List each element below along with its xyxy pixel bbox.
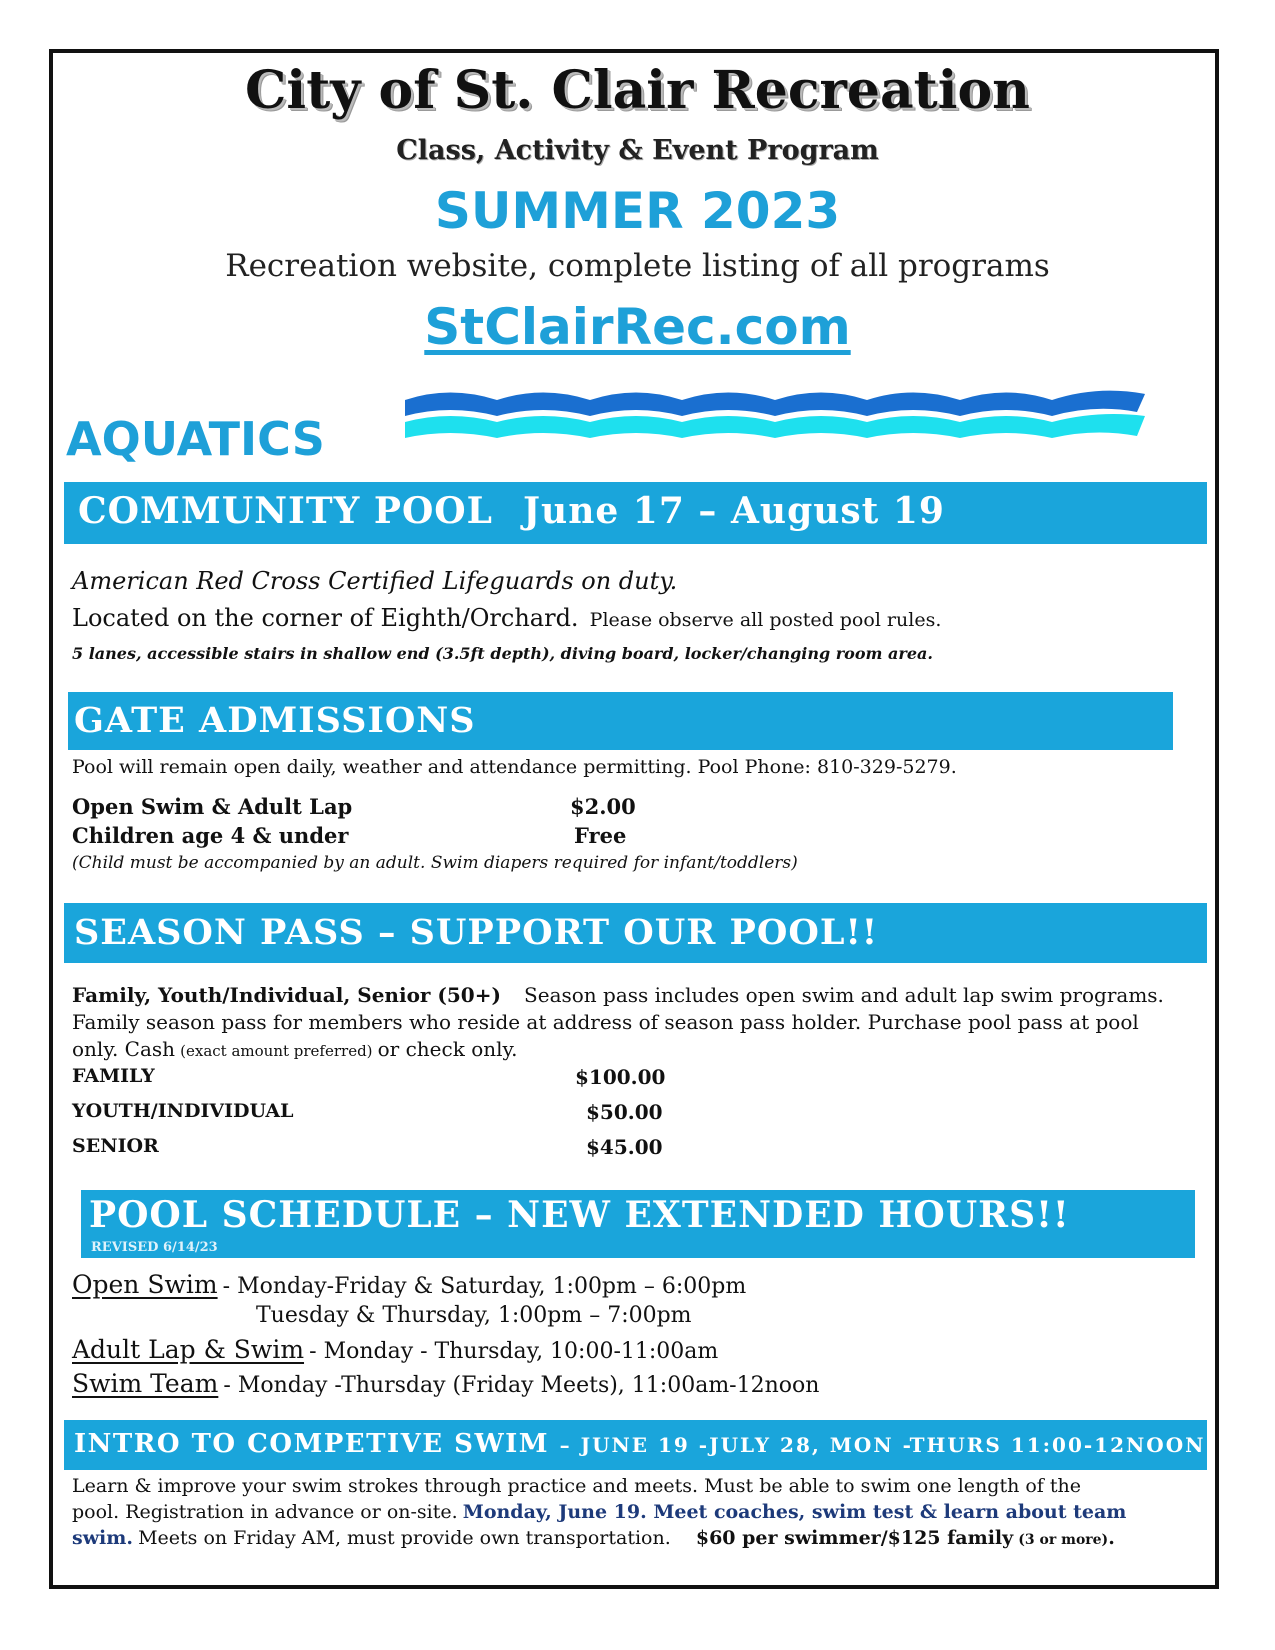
season-pass-desc1: Season pass includes open swim and adult lap swim programs. xyxy=(524,983,1164,1007)
schedule-swim-team: Swim Team - Monday -Thursday (Friday Meets), 11:00am-12noon xyxy=(72,1369,820,1398)
website-link[interactable]: StClairRec.com xyxy=(424,298,851,356)
pass-label-family: FAMILY xyxy=(72,1065,155,1087)
season-pass-line3: only. Cash (exact amount preferred) or check only. xyxy=(72,1037,518,1061)
pass-price-youth: $50.00 xyxy=(586,1100,663,1124)
website-link-wrap xyxy=(0,298,1275,356)
admission-footnote: (Child must be accompanied by an adult. Swim diapers required for infant/toddlers) xyxy=(72,853,798,873)
intro-swim-bar xyxy=(64,1420,1207,1470)
intro-swim-details: – JUNE 19 -JULY 28, MON -THURS 11:00-12NOON xyxy=(559,1433,1206,1457)
location-text: Located on the corner of Eighth/Orchard. xyxy=(72,604,579,632)
admission-label-children: Children age 4 & under xyxy=(72,823,349,848)
intro-swim-line1: Learn & improve your swim strokes through practice and meets. Must be able to swim one length of the xyxy=(72,1475,1081,1497)
features-text: 5 lanes, accessible stairs in shallow end (3.5ft depth), diving board, locker/changing room area. xyxy=(72,644,933,663)
pass-label-youth: YOUTH/INDIVIDUAL xyxy=(72,1100,294,1122)
intro-swim-meet-coaches: Monday, June 19. Meet coaches, swim test & learn about team xyxy=(462,1501,1127,1523)
section-label-aquatics: AQUATICS xyxy=(66,412,325,466)
page-title: City of St. Clair Recreation xyxy=(245,60,1030,121)
pool-schedule-bar xyxy=(81,1190,1195,1258)
revised-date: REVISED 6/14/23 xyxy=(91,1240,218,1255)
pool-schedule-heading: POOL SCHEDULE – NEW EXTENDED HOURS!! xyxy=(89,1194,1070,1236)
community-pool-dates: June 17 – August 19 xyxy=(522,490,945,532)
adult-lap-hours: Monday - Thursday, 10:00-11:00am xyxy=(323,1339,719,1364)
open-swim-hours-2: Tuesday & Thursday, 1:00pm – 7:00pm xyxy=(256,1303,692,1328)
swim-team-hours: Monday -Thursday (Friday Meets), 11:00am-12noon xyxy=(237,1373,820,1398)
intro-swim-line2: pool. Registration in advance or on-site. Monday, June 19. Meet coaches, swim test & learn about team xyxy=(72,1501,1127,1523)
open-swim-hours-1: Monday-Friday & Saturday, 1:00pm – 6:00pm xyxy=(237,1274,747,1299)
lifeguards-text: American Red Cross Certified Lifeguards on duty. xyxy=(72,567,678,595)
season-pass-line1 xyxy=(72,983,1164,1007)
season-pass-heading: SEASON PASS – SUPPORT OUR POOL!! xyxy=(74,912,879,953)
pass-label-senior: SENIOR xyxy=(72,1135,159,1157)
schedule-adult-lap: Adult Lap & Swim - Monday - Thursday, 10:00-11:00am xyxy=(72,1335,719,1364)
page-subtitle: Class, Activity & Event Program xyxy=(396,135,879,166)
intro-swim-line3: swim. Meets on Friday AM, must provide own transportation. $60 per swimmer/$125 family (3 or more). xyxy=(72,1527,1115,1549)
gate-note: Pool will remain open daily, weather and attendance permitting. Pool Phone: 810-329-5279. xyxy=(72,756,957,778)
rules-text: Please observe all posted pool rules. xyxy=(589,609,942,631)
schedule-open-swim: Open Swim - Monday-Friday & Saturday, 1:00pm – 6:00pm xyxy=(72,1270,747,1299)
location-line xyxy=(72,604,941,632)
open-swim-label: Open Swim xyxy=(72,1270,218,1299)
swim-team-label: Swim Team xyxy=(72,1369,219,1398)
gate-admissions-heading: GATE ADMISSIONS xyxy=(74,700,476,741)
pass-price-family: $100.00 xyxy=(575,1065,666,1089)
gate-admissions-bar xyxy=(68,692,1173,750)
season-pass-desc2: Family season pass for members who reside at address of season pass holder. Purchase pool pass at pool xyxy=(72,1010,1139,1034)
admission-price-children: Free xyxy=(574,823,627,848)
admission-price-open-swim: $2.00 xyxy=(570,794,636,819)
community-pool-heading: COMMUNITY POOL xyxy=(78,490,493,532)
community-pool-bar xyxy=(64,482,1207,544)
intro-swim-fee: $60 per swimmer/$125 family xyxy=(695,1527,1014,1549)
website-note: Recreation website, complete listing of all programs xyxy=(225,248,1050,284)
admission-label-open-swim: Open Swim & Adult Lap xyxy=(72,794,353,819)
season-heading: SUMMER 2023 xyxy=(434,182,841,240)
intro-swim-heading: INTRO TO COMPETIVE SWIM xyxy=(74,1429,550,1459)
season-pass-types: Family, Youth/Individual, Senior (50+) xyxy=(72,983,501,1007)
adult-lap-label: Adult Lap & Swim xyxy=(72,1335,305,1364)
waves-icon xyxy=(405,390,1145,450)
season-pass-bar xyxy=(64,903,1207,963)
pass-price-senior: $45.00 xyxy=(586,1135,663,1159)
